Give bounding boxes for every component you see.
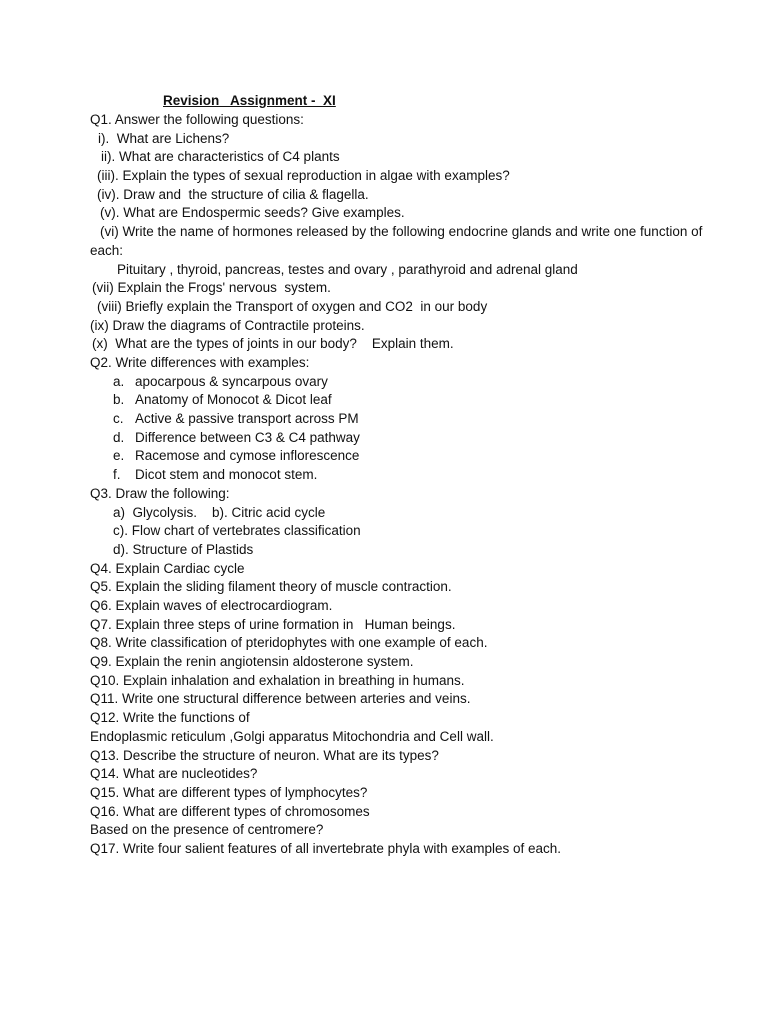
- list-item-text: Racemose and cymose inflorescence: [135, 448, 360, 464]
- list-marker: c.: [113, 411, 124, 427]
- question-list: [90, 111, 710, 859]
- q2-item-d: [90, 429, 710, 448]
- q14-line: Q14. What are nucleotides?: [90, 766, 258, 782]
- q1-item-viii: (viii) Briefly explain the Transport of oxygen and CO2 in our body: [97, 298, 488, 314]
- q1-item-ix: (ix) Draw the diagrams of Contractile proteins.: [90, 317, 365, 333]
- q17-line: Q17. Write four salient features of all invertebrate phyla with examples of each.: [90, 840, 561, 856]
- q2-item-c: [90, 410, 710, 429]
- q2-item-e: [90, 447, 710, 466]
- q13-line: Q13. Describe the structure of neuron. What are its types?: [90, 747, 439, 763]
- q16-line: Q16. What are different types of chromosomes: [90, 803, 370, 819]
- list-item-text: Difference between C3 & C4 pathway: [135, 429, 360, 445]
- q1-item-iv: (iv). Draw and the structure of cilia & flagella.: [97, 186, 369, 202]
- q3-item-d: d). Structure of Plastids: [113, 541, 254, 557]
- q1-heading: Q1. Answer the following questions:: [90, 112, 304, 127]
- document-title: Revision Assignment - XI: [163, 93, 336, 108]
- q12-continuation: Endoplasmic reticulum ,Golgi apparatus Mitochondria and Cell wall.: [90, 728, 494, 744]
- q1-item-vi: (vi) Write the name of hormones released by the following endocrine glands and write one function of each:: [90, 224, 707, 258]
- q2-item-b: [90, 391, 710, 410]
- list-marker: a.: [113, 373, 125, 389]
- q2-heading: Q2. Write differences with examples:: [90, 354, 310, 370]
- q1-item-i: i). What are Lichens?: [98, 130, 230, 146]
- q7-line: Q7. Explain three steps of urine formation in Human beings.: [90, 616, 456, 632]
- q11-line: Q11. Write one structural difference between arteries and veins.: [90, 691, 471, 707]
- q1-item-v: (v). What are Endospermic seeds? Give examples.: [100, 205, 405, 221]
- q2-item-a: [90, 373, 710, 392]
- list-marker: e.: [113, 448, 125, 464]
- q1-item-ii: ii). What are characteristics of C4 plants: [101, 149, 340, 165]
- q3-heading: Q3. Draw the following:: [90, 485, 230, 501]
- q1-item-iii: (iii). Explain the types of sexual reproduction in algae with examples?: [97, 168, 510, 184]
- q3-item-ab: a) Glycolysis. b). Citric acid cycle: [113, 504, 326, 520]
- q15-line: Q15. What are different types of lymphocytes?: [90, 784, 368, 800]
- q8-line: Q8. Write classification of pteridophytes with one example of each.: [90, 635, 488, 651]
- list-item-text: apocarpous & syncarpous ovary: [135, 373, 328, 389]
- q1-item-x: (x) What are the types of joints in our body? Explain them.: [92, 336, 454, 352]
- q10-line: Q10. Explain inhalation and exhalation in breathing in humans.: [90, 672, 465, 688]
- q4-line: Q4. Explain Cardiac cycle: [90, 560, 245, 576]
- q5-line: Q5. Explain the sliding filament theory of muscle contraction.: [90, 579, 452, 595]
- q6-line: Q6. Explain waves of electrocardiogram.: [90, 598, 333, 613]
- q2-item-f: [90, 466, 710, 485]
- list-marker: b.: [113, 392, 125, 408]
- q1-item-vii: (vii) Explain the Frogs' nervous system.: [92, 280, 331, 296]
- list-marker: d.: [113, 429, 125, 445]
- list-item-text: Anatomy of Monocot & Dicot leaf: [135, 392, 332, 408]
- q1-item-vi-glands: Pituitary , thyroid, pancreas, testes and ovary , parathyroid and adrenal gland: [117, 261, 578, 277]
- list-item-text: Active & passive transport across PM: [135, 411, 359, 427]
- q12-line: Q12. Write the functions of: [90, 710, 250, 726]
- list-item-text: Dicot stem and monocot stem.: [135, 467, 318, 483]
- q9-line: Q9. Explain the renin angiotensin aldosterone system.: [90, 654, 414, 670]
- q16-continuation: Based on the presence of centromere?: [90, 822, 324, 838]
- q3-item-c: c). Flow chart of vertebrates classification: [113, 523, 361, 539]
- list-marker: f.: [113, 467, 121, 483]
